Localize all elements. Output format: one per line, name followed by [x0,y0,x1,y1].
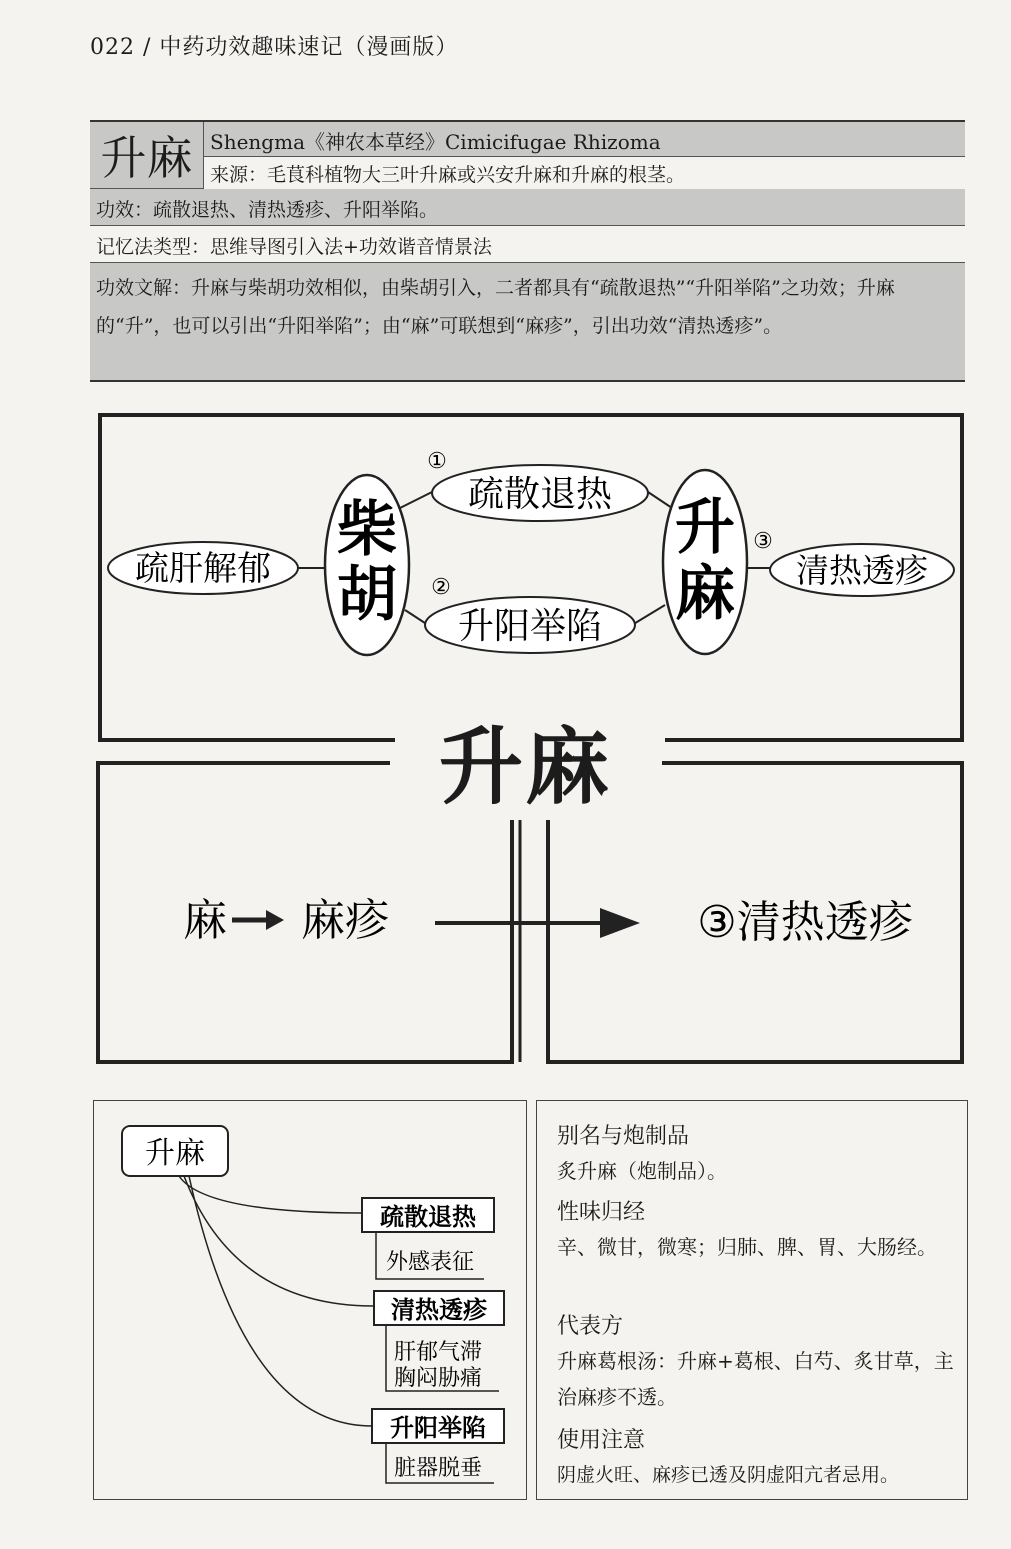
result-text: ③清热透疹 [697,897,913,948]
connector [648,492,672,508]
nature-value: 辛、微甘，微寒；归肺、脾、胃、大肠经。 [557,1235,937,1259]
mazhen-text: 麻疹 [301,895,389,946]
branch-2-sub-1: 肝郁气滞 [394,1340,483,1365]
effect-1-text: 疏散退热 [467,474,613,515]
tree-branch-line [179,1176,362,1213]
shengma-char-1: 升 [675,493,735,563]
page-number: 022 [90,35,135,60]
source-cell [204,156,965,189]
chaihu-char-2: 胡 [337,560,397,630]
branch-2-label: 清热透疹 [391,1295,487,1324]
caution-label: 使用注意 [557,1428,646,1453]
small-arrow-head [266,910,284,930]
left-node-text: 疏肝解郁 [135,549,271,589]
header-separator: / [143,35,152,60]
branch-2-sub-2: 胸闷胁痛 [394,1366,483,1391]
herb-info-table [90,120,965,382]
nature-label: 性味归经 [557,1200,646,1225]
connector [632,605,665,625]
long-arrow-head [600,908,640,938]
effect-3-text: 清热透疹 [796,551,928,590]
effects-tree-box [93,1100,527,1500]
running-header [90,30,458,61]
memory-type-row [90,226,965,263]
effect-2-text: 升阳举陷 [457,606,603,647]
effects-row [90,189,965,226]
name-row [90,122,965,189]
effects-tree [94,1101,526,1499]
book-title: 中药功效趣味速记（漫画版） [159,35,459,60]
herb-name: 升麻 [90,122,204,188]
latin-name: Shengma《神农本草经》Cimicifugae Rhizoma [210,130,661,154]
chaihu-char-1: 柴 [337,495,397,565]
alias-label: 别名与炮制品 [557,1124,690,1149]
shengma-char-2: 麻 [675,559,735,629]
caution-value: 阴虚火旺、麻疹已透及阴虚阳亢者忌用。 [557,1464,900,1486]
branch-1-label: 疏散退热 [380,1202,476,1231]
marker-2: ② [431,575,451,600]
effects-text: 功效：疏散退热、清热透疹、升阳举陷。 [96,199,439,221]
alias-value: 炙升麻（炮制品）。 [557,1159,727,1183]
tree-branch-line [184,1176,374,1306]
branch-3-label: 升阳举陷 [390,1413,486,1442]
explanation-row [90,263,965,380]
formula-value: 升麻葛根汤：升麻+葛根、白芍、炙甘草，主治麻疹不透。 [557,1349,954,1409]
branch-1-sub-1: 外感表征 [386,1250,475,1275]
tree-root-text: 升麻 [145,1136,205,1171]
ma-text: 麻 [183,895,227,946]
marker-1: ① [427,449,447,474]
herb-details-box [536,1100,968,1500]
branch-3-sub-1: 脏器脱垂 [394,1456,483,1481]
big-title: 升麻 [438,717,611,816]
connector [400,492,432,508]
memory-type-text: 记忆法类型：思维导图引入法+功效谐音情景法 [96,236,492,258]
explanation-text: 功效文解：升麻与柴胡功效相似，由柴胡引入，二者都具有“疏散退热”“升阳举陷”之功效；升麻的“升”，也可以引出“升阳举陷”；由“麻”可联想到“麻疹”，引出功效“清热透疹”。 [96,277,895,337]
marker-3: ③ [753,529,773,554]
source-text: 来源：毛茛科植物大三叶升麻或兴安升麻和升麻的根茎。 [210,164,686,186]
formula-label: 代表方 [557,1314,624,1339]
